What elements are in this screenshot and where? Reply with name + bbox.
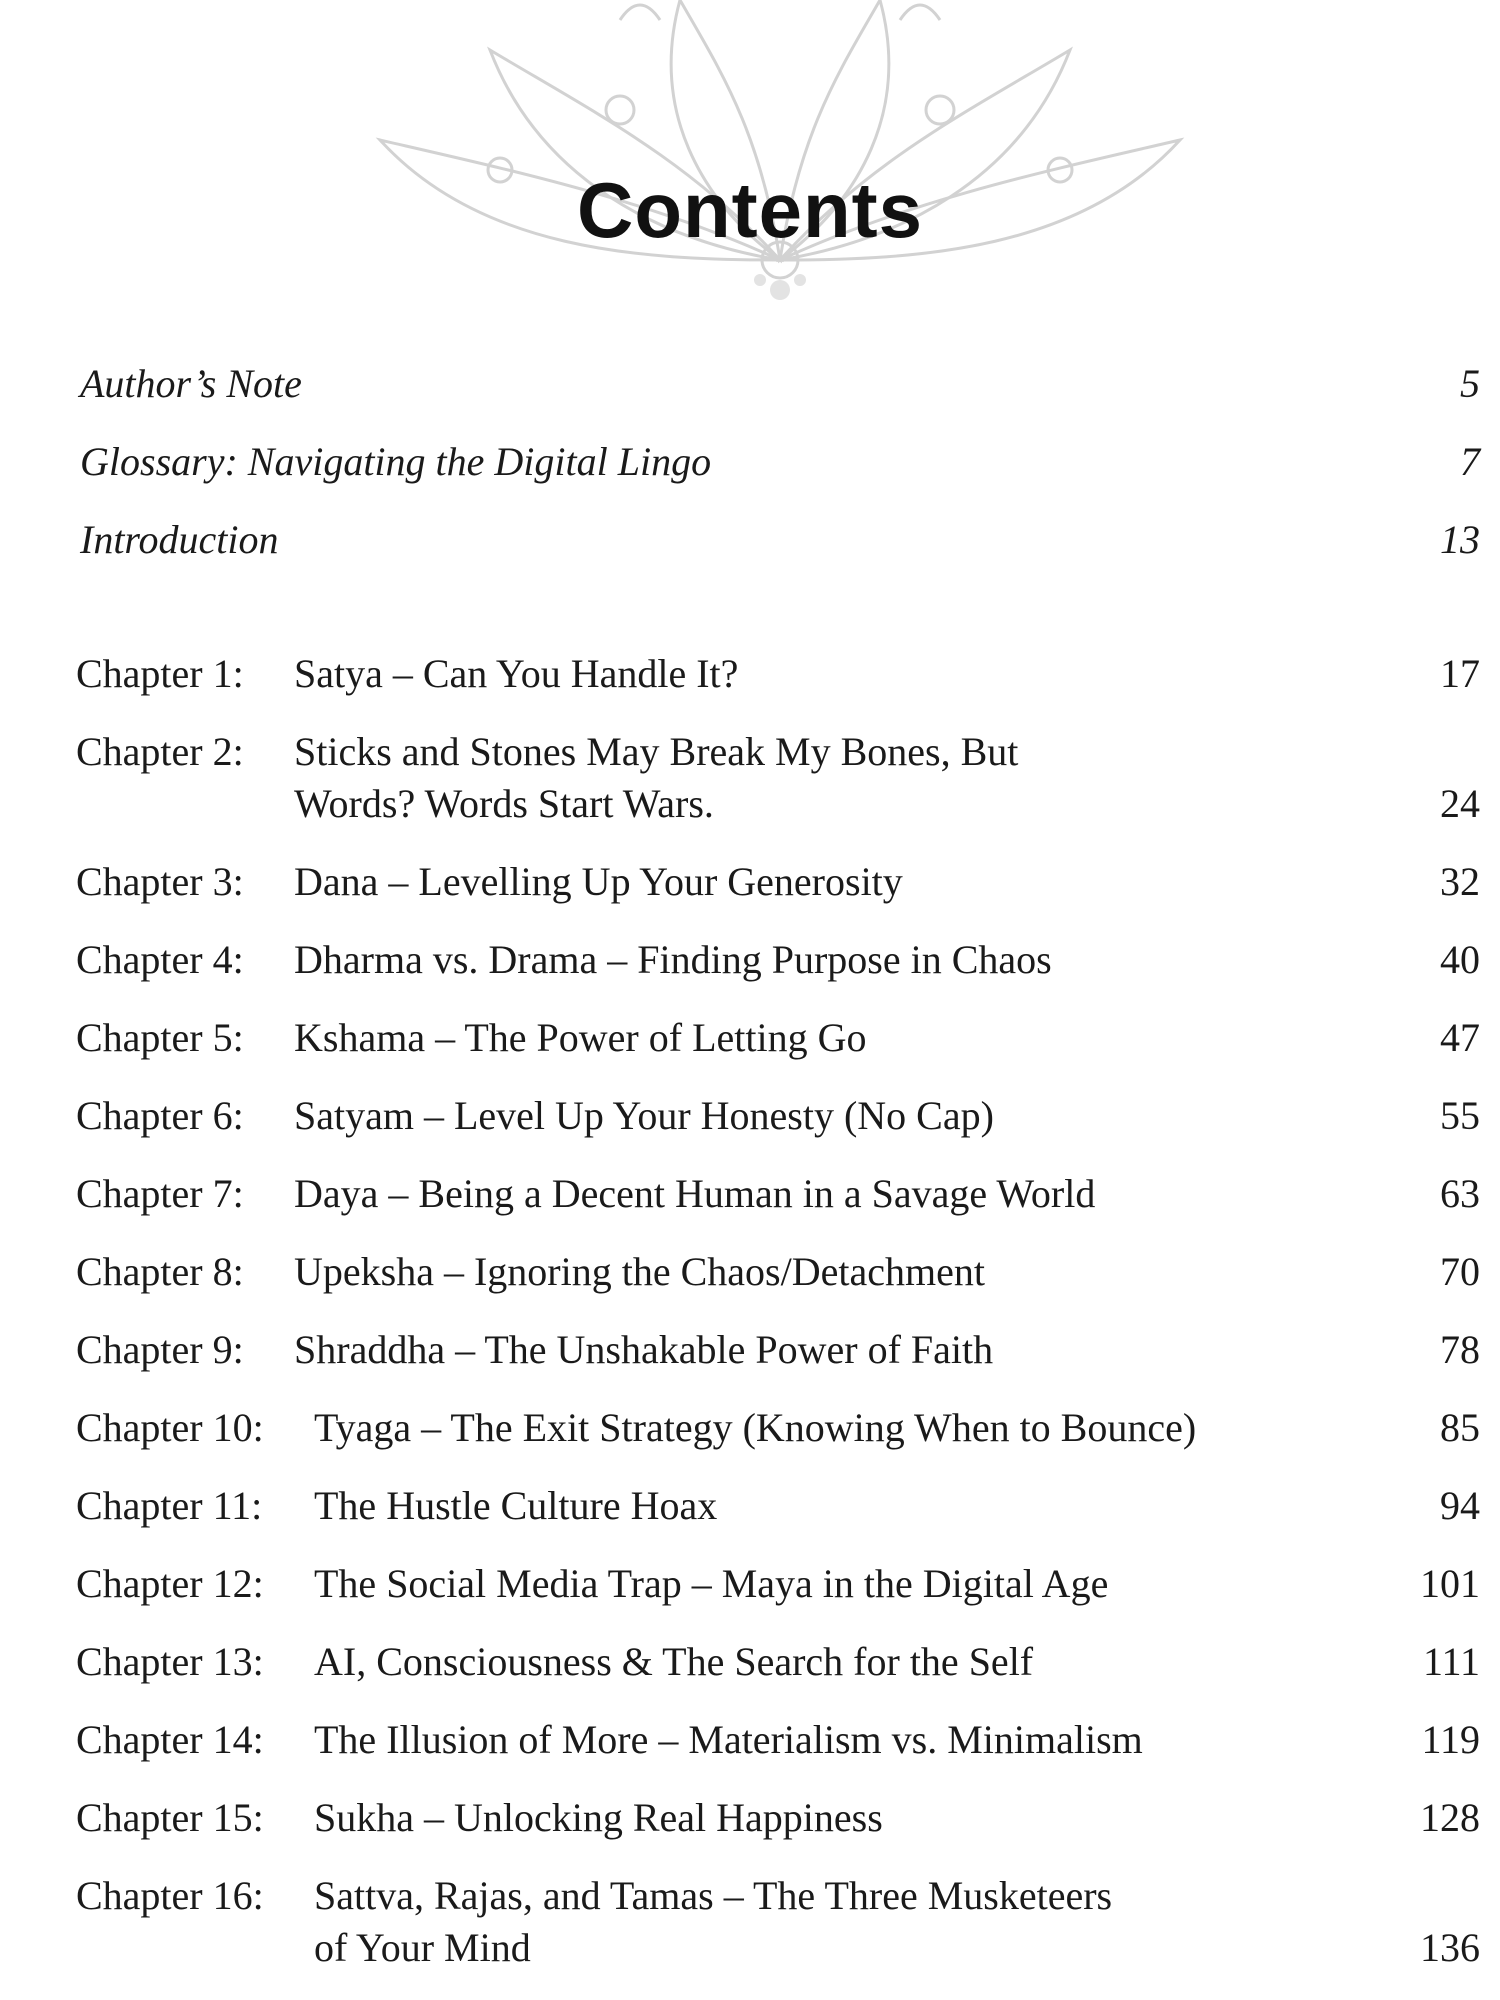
chapter-title-continued: Words? Words Start Wars. (294, 781, 714, 826)
page-title: Contents (577, 166, 923, 254)
chapter-number: Chapter 14: (76, 1717, 264, 1762)
chapter-title: Upeksha – Ignoring the Chaos/Detachment (294, 1249, 985, 1294)
chapter-page: 63 (1440, 1171, 1480, 1216)
chapter-number: Chapter 16: (76, 1873, 264, 1918)
front-matter-page: 13 (1440, 517, 1480, 562)
front-matter-label: Author’s Note (80, 361, 302, 406)
chapter-number: Chapter 10: (76, 1405, 264, 1450)
chapter-number: Chapter 2: (76, 729, 244, 774)
chapter-number: Chapter 13: (76, 1639, 264, 1684)
chapter-title: Daya – Being a Decent Human in a Savage World (294, 1171, 1096, 1216)
chapter-title: Tyaga – The Exit Strategy (Knowing When to Bounce) (314, 1405, 1197, 1450)
chapter-page: 101 (1420, 1561, 1480, 1606)
chapter-page: 85 (1440, 1405, 1480, 1450)
chapter-title-continued: of Your Mind (314, 1925, 531, 1970)
chapter-number: Chapter 11: (76, 1483, 263, 1528)
chapter-page: 70 (1440, 1249, 1480, 1294)
chapter-page: 111 (1422, 1639, 1480, 1684)
front-matter-item (80, 360, 1480, 420)
chapter-title: The Hustle Culture Hoax (314, 1483, 718, 1528)
front-matter-item (80, 516, 1480, 576)
chapter-page: 47 (1440, 1015, 1480, 1060)
chapter-page: 40 (1440, 937, 1480, 982)
front-matter-label: Glossary: Navigating the Digital Lingo (80, 439, 712, 484)
chapter-title: Sticks and Stones May Break My Bones, But (294, 729, 1019, 774)
chapter-number: Chapter 7: (76, 1171, 244, 1216)
chapter-title: The Illusion of More – Materialism vs. Minimalism (314, 1717, 1143, 1762)
chapter-number: Chapter 1: (76, 651, 244, 696)
mandala-ornament (320, 0, 1240, 320)
chapter-title: Dharma vs. Drama – Finding Purpose in Chaos (294, 937, 1052, 982)
front-matter-item (80, 438, 1480, 498)
chapter-number: Chapter 4: (76, 937, 244, 982)
chapter-number: Chapter 9: (76, 1327, 244, 1372)
chapter-number: Chapter 3: (76, 859, 244, 904)
chapter-title: The Social Media Trap – Maya in the Digital Age (314, 1561, 1109, 1606)
chapter-title: Dana – Levelling Up Your Generosity (294, 859, 903, 904)
front-matter-label: Introduction (80, 517, 279, 562)
chapter-number: Chapter 15: (76, 1795, 264, 1840)
front-matter-page: 5 (1460, 361, 1480, 406)
chapter-page: 136 (1420, 1925, 1480, 1970)
chapter-page: 17 (1440, 651, 1480, 696)
chapter-title: Kshama – The Power of Letting Go (294, 1015, 867, 1060)
chapter-title: Sattva, Rajas, and Tamas – The Three Musketeers (314, 1873, 1113, 1918)
chapter-page: 94 (1440, 1483, 1480, 1528)
chapter-page: 128 (1420, 1795, 1480, 1840)
chapter-title: AI, Consciousness & The Search for the Self (314, 1639, 1034, 1684)
chapter-number: Chapter 6: (76, 1093, 244, 1138)
chapter-title: Satya – Can You Handle It? (294, 651, 739, 696)
chapter-number: Chapter 5: (76, 1015, 244, 1060)
chapter-number: Chapter 8: (76, 1249, 244, 1294)
chapter-page: 119 (1421, 1717, 1480, 1762)
chapter-page: 24 (1440, 781, 1480, 826)
front-matter-page: 7 (1460, 439, 1480, 484)
chapter-page: 78 (1440, 1327, 1480, 1372)
chapter-title: Shraddha – The Unshakable Power of Faith (294, 1327, 994, 1372)
chapter-title: Satyam – Level Up Your Honesty (No Cap) (294, 1093, 994, 1138)
chapter-page: 55 (1440, 1093, 1480, 1138)
chapter-number: Chapter 12: (76, 1561, 264, 1606)
chapter-title: Sukha – Unlocking Real Happiness (314, 1795, 883, 1840)
chapter-page: 32 (1440, 859, 1480, 904)
